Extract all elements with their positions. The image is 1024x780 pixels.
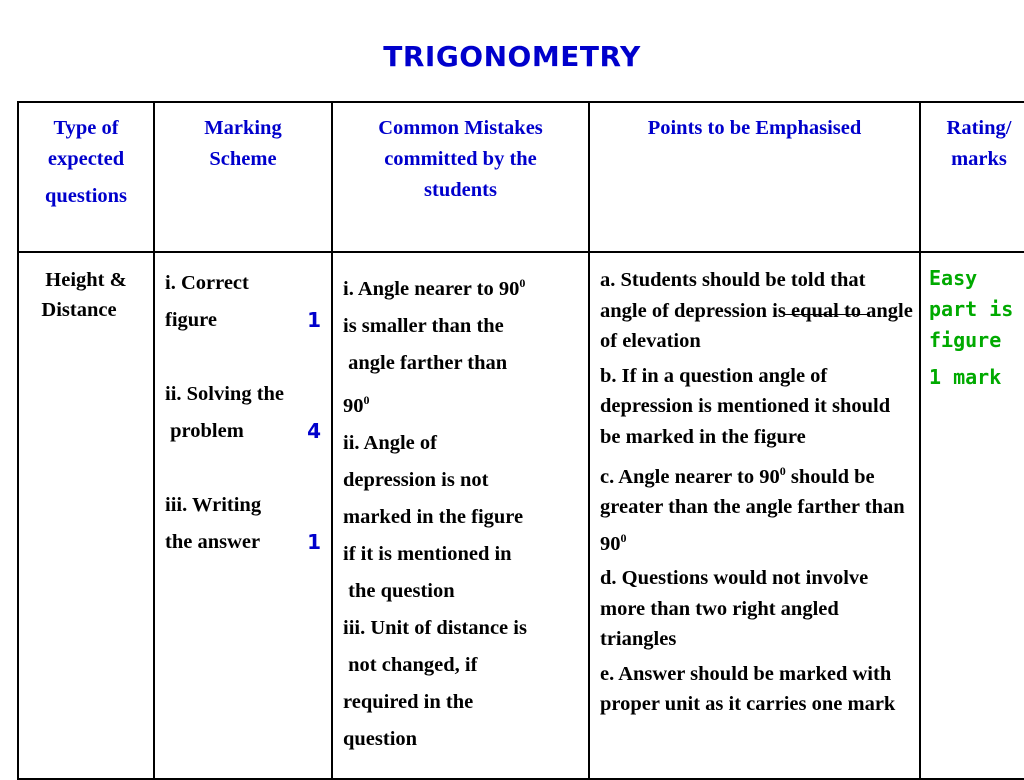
- mistake-text: required in the: [343, 690, 474, 713]
- mistake-line: [343, 610, 588, 647]
- mistake-line: [343, 382, 588, 425]
- mistake-line: [343, 573, 588, 610]
- mistake-text: question: [343, 727, 418, 750]
- header-text: questions: [44, 185, 128, 207]
- scheme-line: [165, 376, 331, 413]
- mistake-text: is smaller than the: [343, 314, 504, 337]
- mistake-line: [343, 684, 588, 721]
- header-text: Common Mistakes: [378, 117, 543, 139]
- cell-rating: [920, 252, 1024, 779]
- header-rating-marks: [920, 102, 1024, 252]
- mistake-text: if it is mentioned in: [343, 542, 512, 565]
- mistake-line: [343, 499, 588, 536]
- mistake-text: i. Angle nearer to 90: [343, 277, 520, 300]
- header-text: marks: [951, 148, 1007, 170]
- mistake-line: [343, 265, 588, 308]
- scheme-text: the answer: [165, 530, 261, 553]
- rating-text: 1 mark: [929, 365, 1002, 389]
- header-type-of-questions: [18, 102, 154, 252]
- table-row: [18, 252, 1024, 779]
- point-item: a. Students should be told that angle of depression is equal to angle of elevation: [600, 269, 913, 352]
- mark-value: 4: [307, 418, 321, 443]
- mistake-text: 90: [343, 394, 364, 417]
- header-text: Rating/: [946, 117, 1012, 139]
- cell-text: Distance: [41, 299, 117, 321]
- mistake-line: [343, 345, 588, 382]
- mistake-text: depression is not: [343, 468, 489, 491]
- scheme-text: iii. Writing: [165, 494, 262, 516]
- point-item: e. Answer should be marked with proper unit as it carries one mark: [600, 662, 896, 716]
- mistake-text: marked in the figure: [343, 505, 524, 528]
- header-text: Scheme: [209, 148, 277, 170]
- mistake-text: iii. Unit of distance is: [343, 616, 527, 639]
- scheme-line: [165, 487, 331, 524]
- page-title: TRIGONOMETRY: [383, 40, 641, 73]
- superscript: 0: [519, 276, 526, 290]
- header-text: Points to be Emphasised: [647, 117, 862, 139]
- mistake-line: [343, 647, 588, 684]
- rating-text: figure: [929, 328, 1002, 352]
- point-item: d. Questions would not involve more than two right angled triangles: [600, 567, 869, 651]
- cell-common-mistakes: [332, 252, 589, 779]
- header-text: Type of: [53, 117, 119, 139]
- mistake-text: the question: [343, 579, 455, 602]
- mistake-text: ii. Angle of: [343, 431, 437, 454]
- scheme-text: figure: [165, 308, 218, 331]
- underline-decoration: [784, 314, 870, 315]
- header-text: expected: [47, 148, 125, 170]
- header-row: [18, 102, 1024, 252]
- marking-table: [17, 101, 1024, 780]
- scheme-line: [165, 302, 331, 339]
- scheme-text: problem: [165, 419, 244, 442]
- mark-value: 1: [307, 307, 321, 332]
- scheme-line: [165, 265, 331, 302]
- scheme-text: i. Correct: [165, 272, 249, 294]
- header-text: committed by the: [384, 148, 537, 170]
- cell-marking-scheme: [154, 252, 332, 779]
- superscript: 0: [363, 392, 370, 407]
- scheme-line: [165, 524, 331, 561]
- header-points-emphasised: [589, 102, 920, 252]
- header-text: Marking: [204, 117, 282, 139]
- mistake-line: [343, 308, 588, 345]
- cell-question-type: [18, 252, 154, 779]
- cell-text: Height &: [45, 269, 127, 291]
- mistake-line: [343, 536, 588, 573]
- rating-text: part is: [929, 297, 1014, 321]
- scheme-text: ii. Solving the: [165, 383, 285, 405]
- mistake-text: angle farther than: [343, 351, 508, 374]
- mistake-line: [343, 425, 588, 462]
- point-item: b. If in a question angle of depression is mentioned it should be marked in the figure: [600, 364, 891, 448]
- mark-value: 1: [307, 529, 321, 554]
- point-item: c. Angle nearer to $90^0$ should be greater than the angle farther than $90^0$: [600, 464, 905, 555]
- cell-points-emphasised: [589, 252, 920, 779]
- mistake-line: [343, 721, 588, 758]
- header-text: students: [424, 179, 497, 201]
- header-marking-scheme: [154, 102, 332, 252]
- header-common-mistakes: [332, 102, 589, 252]
- scheme-line: [165, 413, 331, 450]
- mistake-text: not changed, if: [343, 653, 478, 676]
- mistake-line: [343, 462, 588, 499]
- rating-text: Easy: [929, 266, 978, 290]
